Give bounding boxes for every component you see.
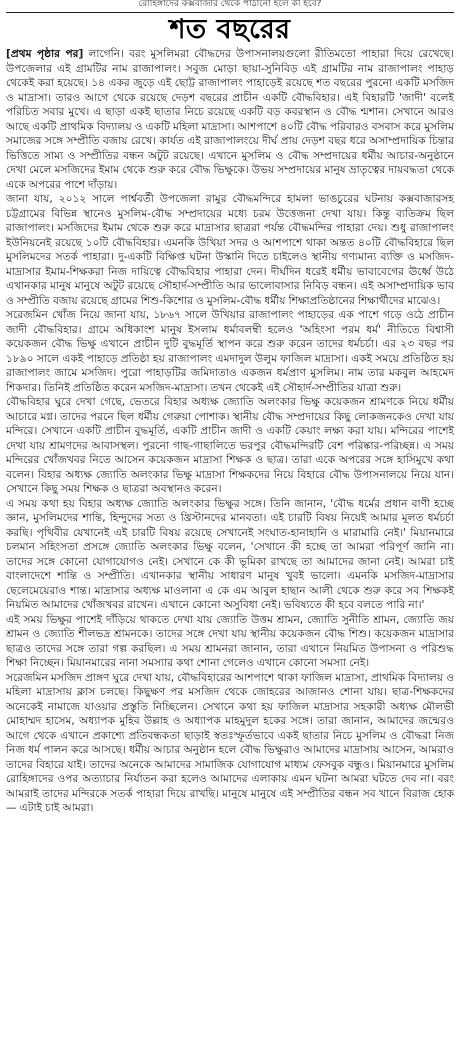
article-paragraph: এ সময় কথা হয় বিহার অধ্যক্ষ জ্যোতি অলংকার ভিক্ষুর সঙ্গে। তিনি জানান, 'বৌদ্ধ ধর্মের প্রধান বাণী হচ্ছে জ্ঞান, মুসলিমদের শান্তি, হিন্দুদের সত্য ও খ্রিস্টানদের মানবতা। এই চারটি বিষয় নিয়েই আমার মূলত ধর্মচর্চা করছি। পৃথিবীর যেখানেই এই চারটি বিষয় রয়েছে সেখানেই সংঘাত-হানাহানি ও মারামারি নেই।' মিয়ানমারে চলমান সহিংসতা প্রসঙ্গে জ্যোতি অলংকার ভিক্ষু বলেন, 'সেখানে কী হচ্ছে তা আমরা পরিপূর্ণ জানি না। তাদের সঙ্গে কোনো যোগাযোগও নেই। সেখানে কে কী ভূমিকা রাখছে তা আমাদের জানা নেই। আমরা চাই বাংলাদেশে শান্তি ও সম্প্রীতি। এখানকার স্থানীয় সাধারণ মানুষ খুবই ভালো। এমনকি মসজিদ-মাদ্রাসার ছেলেমেয়েরাও শান্ত। মাদ্রাসার অধ্যক্ষ মাওলানা এ কে এম আবুল হাছান আলী থেকে শুরু করে সব শিক্ষকই নিয়মিত আমাদের খোঁজখবর রাখেন। এখানে কোনো অসুবিধা নেই। ভবিষ্যতে কী হবে বলতে পারি না।' [6,497,454,611]
article-body [6,47,454,1059]
article-paragraph [6,47,454,192]
previous-article-tail: রোহিঙ্গাদের কক্সবাজার থেকে পাঠানো হলে কী হবে? [138,0,322,9]
article-paragraph: সরেজমিন মসজিদ প্রাঙ্গণ ঘুরে দেখা যায়, বৌদ্ধবিহারের আশপাশে থাকা ফাজিল মাদ্রাসা, প্রাথমিক বিদ্যালয় ও মহিলা মাদ্রাসায় ক্লাস চলছে। কিছুক্ষণ পর মসজিদ থেকে জোহরের আজানও শোনা যায়। ছাত্র-শিক্ষকদের অনেকেই নামাজে যাওয়ার প্রস্তুতি নিচ্ছিলেন। সেখানে কথা হয় ফাজিল মাদ্রাসার সহকারী অধ্যক্ষ মৌলভী মোহাম্মদ হাসেম, অধ্যাপক মুহিব উল্লাহ ও অধ্যাপক মাহমুদুল হকের সঙ্গে। তারা জানান, আমাদের জন্মেরও আগে থেকে এখানে প্রকাশ্যে প্রতিবন্ধকতা ছাড়াই স্বতঃস্ফূর্তভাবে একই ছাতার নিচে মুসলিম ও বৌদ্ধরা নিজ নিজ ধর্ম পালন করে আসছে। ধর্মীয় আচার অনুষ্ঠান হলে বৌদ্ধ ভিক্ষুরাও আমাদের মাদ্রাসায় আসেন, আমরাও তাদের বিহারে যাই। তাদের অনেকে আমাদের সামাজিক যোগাযোগ মাধ্যম ফেসবুক বন্ধুও। মিয়ানমারে মুসলিম রোহিঙ্গাদের ওপর অত্যাচার নির্যাতন করা হলেও আমাদের এলাকায় এমন ঘটনা আমরা ঘটতে দেব না। বরং আমরাই তাদের মন্দিরকে সতর্ক পাহারা দিয়ে রাখছি। মানুষে মানুষে এই সম্প্রীতির বন্ধন সব খানে বিরাজ হোক— এটাই চাই আমরা। [6,671,454,814]
paragraph-text: লাগেনি। বরং মুসলিমরা বৌদ্ধদের উপাসনালয়গুলো রীতিমতো পাহারা দিয়ে রেখেছে। উপজেলার এই গ্রামটির নাম রাজাপালং। সবুজ মোড়া ছায়া-সুনিবিড় এই গ্রামটির নাম রাজাপালং পাহাড় থেকেই করা হয়েছে। ১৪ একর জুড়ে এই ছোট্ট রাজাপালং পাহাড়েই রয়েছে শত বছরের পুরনো একটি মসজিদ ও মাদ্রাসা। তারও আগে থেকে রয়েছে দেড়শ বছরের প্রাচীন একটি বৌদ্ধবিহার। এই বিহারটি 'জাদী' বলেই পরিচিত সবার মুখে। এ ছাড়া একই ছাতার নিচে রয়েছে একটি বড় কবরস্থান ও বৌদ্ধ শ্মশান। সেখানে আরও আছে একটি প্রাথমিক বিদ্যালয় ও একটি মহিলা মাদ্রাসা। আশপাশে ৪০টি বৌদ্ধ পরিবারও বসবাস করে মুসলিম সমাজের সঙ্গে সম্প্রীতি বজায় রেখে। কার্যত এই রাজাপালংয়ে দীর্ঘ প্রায় দেড়শ বছর ধরে অসাম্প্রদায়িক চিন্তার ভিত্তিতে সাম্য ও সম্প্রীতির বন্ধন অটুট রয়েছে। এখানে মুসলিম ও বৌদ্ধ সম্প্রদায়ের ধর্মীয় আচার-অনুষ্ঠানে দেখা মেলে মসজিদের ইমাম থেকে শুরু করে বৌদ্ধ ভিক্ষুকে। উভয় সম্প্রদায়ের মানুষ ভ্রাতৃত্বের দায়বদ্ধতা থেকে একে অপরের পাশে দাঁড়ায়। [6,48,454,191]
article-headline: শত বছরের [169,14,291,45]
jump-close-bracket: ] [78,48,84,60]
jump-open-bracket: [ [6,48,11,60]
article-paragraph: সরেজমিন খোঁজ নিয়ে জানা যায়, ১৮৬৭ সালে উখিয়ার রাজাপালং পাহাড়ের এক পাশে গড়ে ওঠে প্রাচীন জাদী বৌদ্ধবিহার। গ্রামে অধিকাংশ মানুষ ইসলাম ধর্মাবলম্বী হলেও 'অহিংসা পরম ধর্ম' নীতিতে বিশ্বাসী কয়েকজন বৌদ্ধ ভিক্ষু এখানে প্রাচীন দুটি বুদ্ধমূর্তি স্থাপন করে শুরু করেন তাদের ধর্মচর্চা। এর ২৩ বছর পর ১৮৯০ সালে একই পাহাড়ে প্রতিষ্ঠা হয় রাজাপালং এমদাদুল উলুম ফাজিল মাদ্রাসা। একই সময়ে প্রতিষ্ঠিত হয় রাজাপালং জামে মসজিদ। পুরো পাহাড়টির জমিদাতাও একজন ধর্মপ্রাণ মুসলিম। নাম তার মকবুল আহমেদ শিকদার। তিনিই প্রতিষ্ঠিত করেন মসজিদ-মাদ্রাসা। তখন থেকেই এই সৌহার্দ-সম্প্রীতির যাত্রা শুরু। [6,309,454,394]
article-paragraph: বৌদ্ধবিহার ঘুরে দেখা গেছে, ভেতরে বিহার অধ্যক্ষ জ্যোতি অলংকার ভিক্ষু কয়েকজন শ্রামণকে নিয়ে ধর্মীয় আচারে মগ্ন। তাদের পরনে ছিল ধর্মীয় গেরুয়া পোশাক। স্থানীয় বৌদ্ধ সম্প্রদায়ের কিছু লোকজনকেও দেখা যায় মন্দিরে। সেখানে একটি প্রাচীন বুদ্ধমূর্তি, একটি প্রাচীন জাদী ও একটি কেয়াং লক্ষ্য করা যায়। মন্দিরের পাশেই দেখা যায় শ্রামণদের আবাসস্থল। পুরনো গাছ-গাছালিতে ভরপুর বৌদ্ধমন্দিরটি বেশ পরিষ্কার-পরিচ্ছন্ন। এ সময় মন্দিরের খোঁজখবর নিতে আসেন কয়েকজন মাদ্রাসা শিক্ষক ও ছাত্র। তারা একে অপরের সঙ্গে হাসিমুখে কথা বলেন। বিহার অধ্যক্ষ জ্যোতি অলংকার ভিক্ষু মাদ্রাসা শিক্ষকদের নিয়ে বিহারে বৌদ্ধ উপাসনালয়ে নিয়ে যান। সেখানে কিছু সময় শিক্ষক ও ছাত্ররা অবস্থানও করেন। [6,396,454,495]
article-paragraph: এই সময় ভিক্ষুর পাশেই দাঁড়িয়ে থাকতে দেখা যায় জ্যোতি উত্তম শ্রামন, জ্যোতি সুনীতি শ্রামন, জ্যোতি জয় শ্রামন ও জ্যোতি শীলভদ্র শ্রামনকে। তাদের সঙ্গে দেখা যায় স্থানীয় কয়েকজন বৌদ্ধ শিশু। কয়েকজন মাদ্রাসার ছাত্রও তাদের সঙ্গে তারা গল্প করছিল। এ সময় শ্রামনরা জানান, তারা এখানে নিয়মিত উপাসনা ও পরিশুদ্ধ শিক্ষা নিচ্ছেন। মিয়ানমারের নানা সমস্যার কথা শোনা গেলেও এখানে কোনো সমস্যা নেই। [6,613,454,669]
jump-label: প্রথম পৃষ্ঠার পর [10,48,79,60]
article-paragraph: জানা যায়, ২০১২ সালে পার্শ্ববর্তী উপজেলা রামুর বৌদ্ধমন্দিরে হামলা ভাঙচুরের ঘটনায় কক্সবাজারসহ চট্টগ্রামের বিভিন্ন স্থানেও মুসলিম-বৌদ্ধ সম্প্রদায়ের মধ্যে চরম উত্তেজনা দেখা যায়। কিন্তু ব্যতিক্রম ছিল রাজাপালং। মসজিদের ইমাম থেকে শুরু করে মাদ্রাসার ছাত্ররা পর্যন্ত বৌদ্ধমন্দির পাহারা দেয়। শুধু রাজাপালং ইউনিয়নেই রয়েছে ১০টি বৌদ্ধবিহার। এমনকি উখিয়া সদর ও আশপাশে থাকা অন্তত ৪০টি বৌদ্ধবিহারে ছিল মুসলিমদের সতর্ক পাহারা। দু-একটি বিক্ষিপ্ত ঘটনা উস্কানি দিতে চাইলেও স্থানীয় গণ্যমান্য ব্যক্তি ও মসজিদ-মাদ্রাসার ইমাম-শিক্ষকরা নিজ দায়িত্বে বৌদ্ধবিহার পাহারা দেন। দীর্ঘদিন ধরেই ধর্মীয় ভাবাবেগের ঊর্ধ্বে উঠে এখানকার মানুষ মানুষে অটুট রয়েছে সৌহার্দ-সম্প্রীতি আর ভালোবাসার নিবিড় বন্ধন। এই অসাম্প্রদায়িক ভাব ও সম্প্রীতি বজায় রয়েছে গ্রামের শিশু-কিশোর ও মুসলিম-বৌদ্ধ ধর্মীয় শিক্ষাপ্রতিষ্ঠানের শিক্ষার্থীদের মাঝেও। [6,193,454,307]
